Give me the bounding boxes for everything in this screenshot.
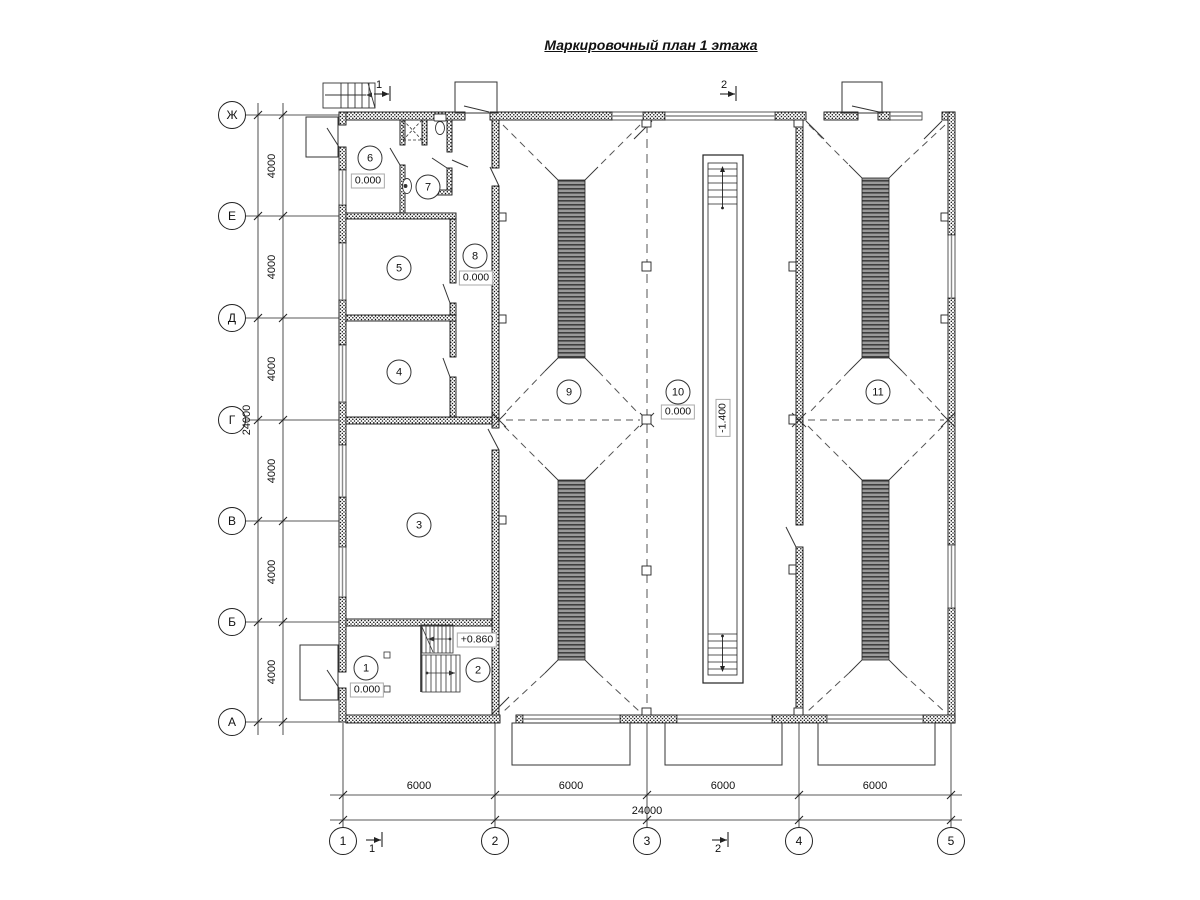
col-axis-circle-3: 3: [633, 827, 661, 855]
room-elevation-10: 0.000: [661, 405, 695, 420]
section-marks: [366, 86, 736, 847]
room-circle-9: 9: [557, 380, 582, 405]
section-label-2-bottom: 2: [714, 843, 722, 855]
room-circle-7: 7: [416, 175, 441, 200]
section-label-1-bottom: 1: [368, 843, 376, 855]
room-circle-10: 10: [666, 380, 691, 405]
row-dim-1: 4000: [266, 254, 278, 280]
room-elevation-2: +0.860: [457, 633, 497, 648]
row-axis-circle-Д: Д: [218, 304, 246, 332]
col-axis-circle-2: 2: [481, 827, 509, 855]
col-dim-0: 6000: [406, 780, 432, 792]
room-circle-3: 3: [407, 513, 432, 538]
row-dim-4: 4000: [266, 559, 278, 584]
room-elevation-8: 0.000: [459, 271, 493, 286]
room-circle-1: 1: [354, 656, 379, 681]
col-axis-circle-5: 5: [937, 827, 965, 855]
section-label-1-top: 1: [375, 79, 383, 91]
col-axis-circle-4: 4: [785, 827, 813, 855]
row-total-dim: 24000: [241, 404, 253, 436]
room-circle-2: 2: [466, 658, 491, 683]
room-circle-4: 4: [387, 360, 412, 385]
room-circle-8: 8: [463, 244, 488, 269]
room-circle-5: 5: [387, 256, 412, 281]
col-axis-circle-1: 1: [329, 827, 357, 855]
row-axis-circle-А: А: [218, 708, 246, 736]
row-axis-circle-Г: Г: [218, 406, 246, 434]
col-total-dim: 24000: [631, 805, 663, 817]
section-label-2-top: 2: [720, 79, 728, 91]
col-dim-2: 6000: [710, 780, 736, 792]
shower-tray-icon: [403, 120, 422, 140]
row-axis-circle-Ж: Ж: [218, 101, 246, 129]
row-axis-circle-Е: Е: [218, 202, 246, 230]
row-dim-0: 4000: [266, 153, 278, 178]
drawing-title: Маркировочный план 1 этажа: [544, 37, 758, 53]
row-axis-circle-Б: Б: [218, 608, 246, 636]
row-dim-2: 4000: [266, 356, 278, 382]
pit-elevation: -1.400: [716, 399, 731, 437]
exterior-stair: [323, 83, 375, 108]
internal-stair: [384, 625, 460, 692]
room-circle-6: 6: [358, 146, 383, 171]
room-elevation-6: 0.000: [351, 174, 385, 189]
col-dim-3: 6000: [862, 780, 888, 792]
toilet-icon: [434, 114, 446, 135]
col-dim-1: 6000: [558, 780, 584, 792]
sink-icon: [403, 179, 412, 194]
row-axis-circle-В: В: [218, 507, 246, 535]
room-elevation-1: 0.000: [350, 683, 384, 698]
row-dim-3: 4000: [266, 458, 278, 483]
row-dim-5: 4000: [266, 659, 278, 685]
room-circle-11: 11: [866, 380, 891, 405]
